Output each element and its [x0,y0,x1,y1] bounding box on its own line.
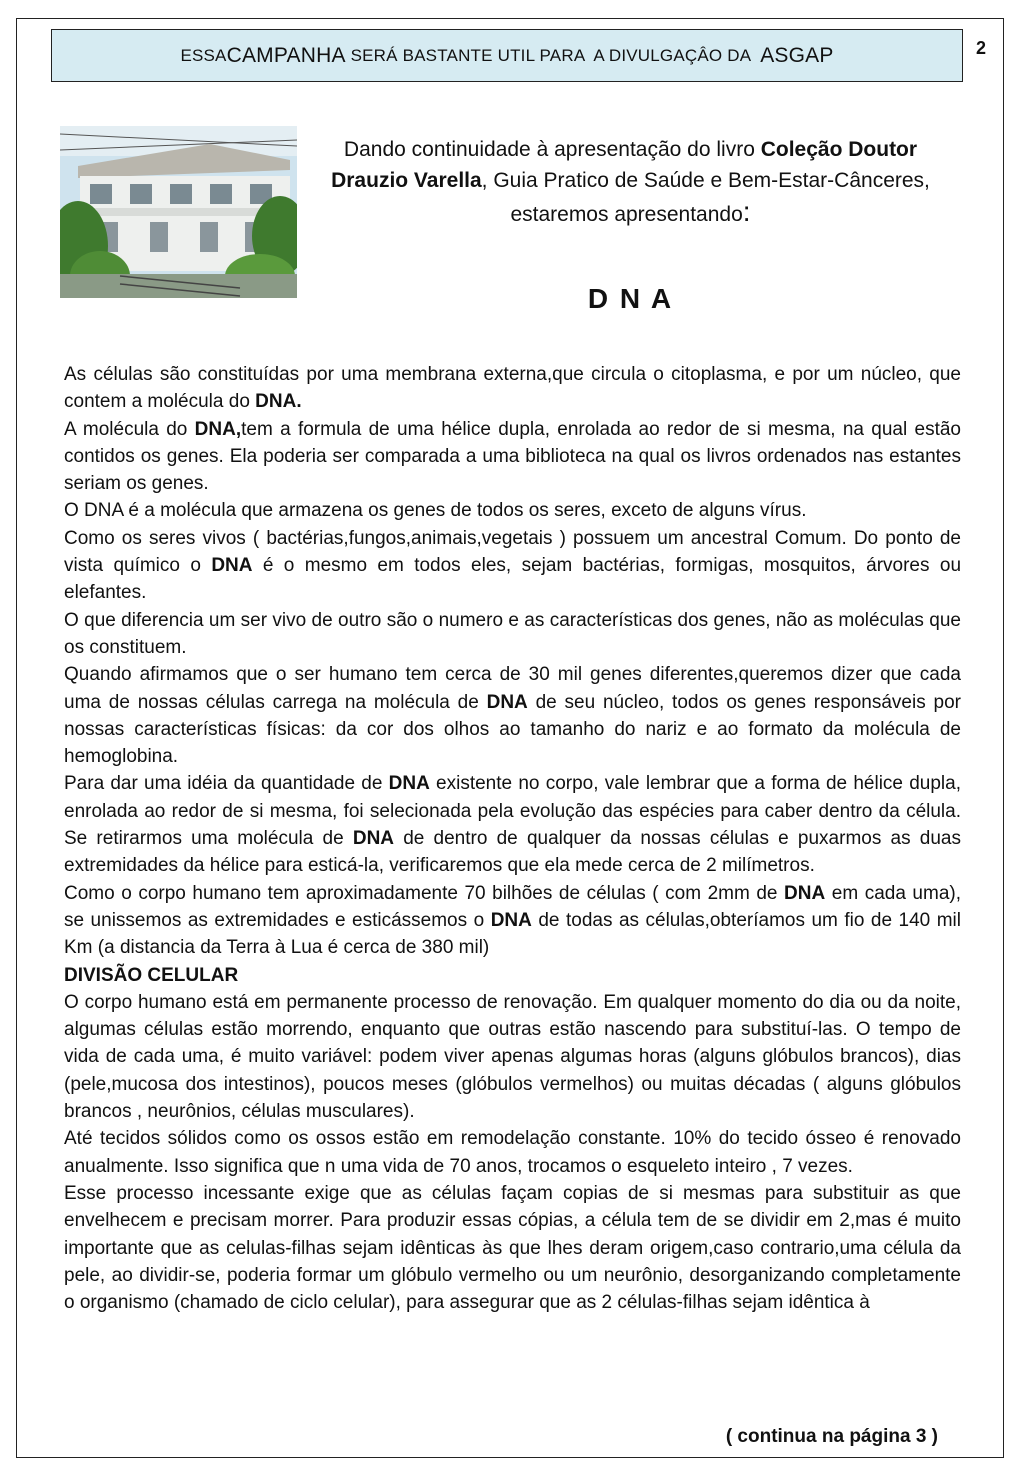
text-run: de seu núcleo, todos os genes responsáveis por nossas características físicas: da cor dos olhos ao tamanho do nariz e ao formato da molécula de hemoglobina. [64,691,961,768]
page-number: 2 [976,38,987,58]
text-run: Como o corpo humano tem aproximadamente 70 bilhões de células ( com 2mm de [64,882,785,904]
paragraph: Esse processo incessante exige que as células façam copias de si mesmas para substituir as que envelhecem e precisam morrer. Para produzir essas cópias, a célula tem de se dividir em 2,mas é muito importante que as celulas-filhas sejam idênticas às que lhes deram origem,caso contrario,uma célula da pele, ao dividir-se, poderia formar um glóbulo vermelho ou um neurônio, desorganizando completamente o organismo (chamado de ciclo celular), para assegurar que as 2 células-filhas sejam idêntica à [64,1182,961,1314]
article-body [64,361,961,1316]
paragraph [64,661,961,770]
paragraph [64,770,961,879]
header-text-2: CAMPANHA [226,43,346,67]
dna-term: DNA. [255,391,302,413]
text-run: de todas as células,obteríamos um fio de 140 mil Km (a distancia da Terra à Lua é cerca de 380 mil) [64,909,961,959]
text-run: Para dar uma idéia da quantidade de [64,773,389,795]
text-run: Como os seres vivos ( bactérias,fungos,animais,vegetais ) possuem um ancestral Comum. Do ponto de vista químico o [64,527,961,577]
paragraph [64,361,961,416]
paragraph [64,880,961,962]
dna-term: DNA [486,691,528,713]
paragraph [64,416,961,498]
continued-note: ( continua na página 3 ) [725,1426,938,1447]
dna-term: DNA, [194,418,242,440]
header-text-1: ESSA [180,45,227,65]
building-photo-icon [60,126,297,298]
text-run: existente no corpo, vale lembrar que a forma de hélice dupla, enrolada ao redor de si mesma, foi selecionada pela evolução das espécies para caber dentro da célula. Se retirarmos uma molécula de [64,773,961,850]
intro-colon: : [742,196,751,227]
header-text-3: SERÁ BASTANTE UTIL PARA A DIVULGAÇÂO DA [345,45,761,65]
book-title: Coleção Doutor Drauzio Varella [331,138,918,192]
text-run: Quando afirmamos que o ser humano tem cerca de 30 mil genes diferentes,queremos dizer que cada uma de nossas células carrega na molécula de [64,664,961,713]
dna-term: DNA [211,555,253,577]
paragraph: O DNA é a molécula que armazena os genes de todos os seres, exceto de alguns vírus. [64,500,807,522]
dna-term: DNA [490,909,532,931]
building-photo [60,126,297,298]
paragraph: Até tecidos sólidos como os ossos estão em remodelação constante. 10% do tecido ósseo é renovado anualmente. Isso significa que n uma vida de 70 anos, trocamos o esqueleto inteiro , 7 vezes. [64,1128,961,1177]
dna-term: DNA [784,882,826,904]
intro-text [308,134,953,230]
header-text-4: ASGAP [760,43,834,67]
paragraph [64,525,961,607]
paragraph: O corpo humano está em permanente processo de renovação. Em qualquer momento do dia ou da noite, algumas células estão morrendo, enquanto que outras estão nascendo para substituí-las. O tempo de vida de cada uma, é muito variável: podem viver apenas algumas horas (alguns glóbulos brancos), dias (pele,mucosa dos intestinos), poucos meses (glóbulos vermelhos) ou muitas décadas ( alguns glóbulos brancos , neurônios, células musculares). [64,991,961,1123]
intro-part-2: , Guia Pratico de Saúde e Bem-Estar-Cânceres, estaremos apresentando [481,169,930,226]
text-run: A molécula do [64,418,195,440]
page-title: D N A [587,283,674,314]
text-run: As células são constituídas por uma membrana externa,que circula o citoplasma, e por um núcleo, que contem a molécula do [64,364,961,413]
header-banner [51,29,963,82]
section-heading: DIVISÃO CELULAR [64,964,239,986]
text-run: de dentro de qualquer da nossas células e puxarmos as duas extremidades da hélice para esticá-la, verificaremos que ela mede cerca de 2 milímetros. [64,828,961,877]
text-run: tem a formula de uma hélice dupla, enrolada ao redor de si mesma, na qual estão contidos os genes. Ela poderia ser comparada a uma biblioteca na qual os livros ordenados nas estantes seriam os genes. [64,418,961,495]
dna-term: DNA [388,773,430,795]
paragraph: O que diferencia um ser vivo de outro são o numero e as características dos genes, não as moléculas que os constituem. [64,609,961,658]
text-run: em cada uma), se unissemos as extremidades e esticássemos o [64,882,962,931]
intro-part-1: Dando continuidade à apresentação do livro [343,138,761,161]
dna-term: DNA [352,828,395,850]
text-run: é o mesmo em todos eles, sejam bactérias, formigas, mosquitos, árvores ou elefantes. [64,555,962,604]
